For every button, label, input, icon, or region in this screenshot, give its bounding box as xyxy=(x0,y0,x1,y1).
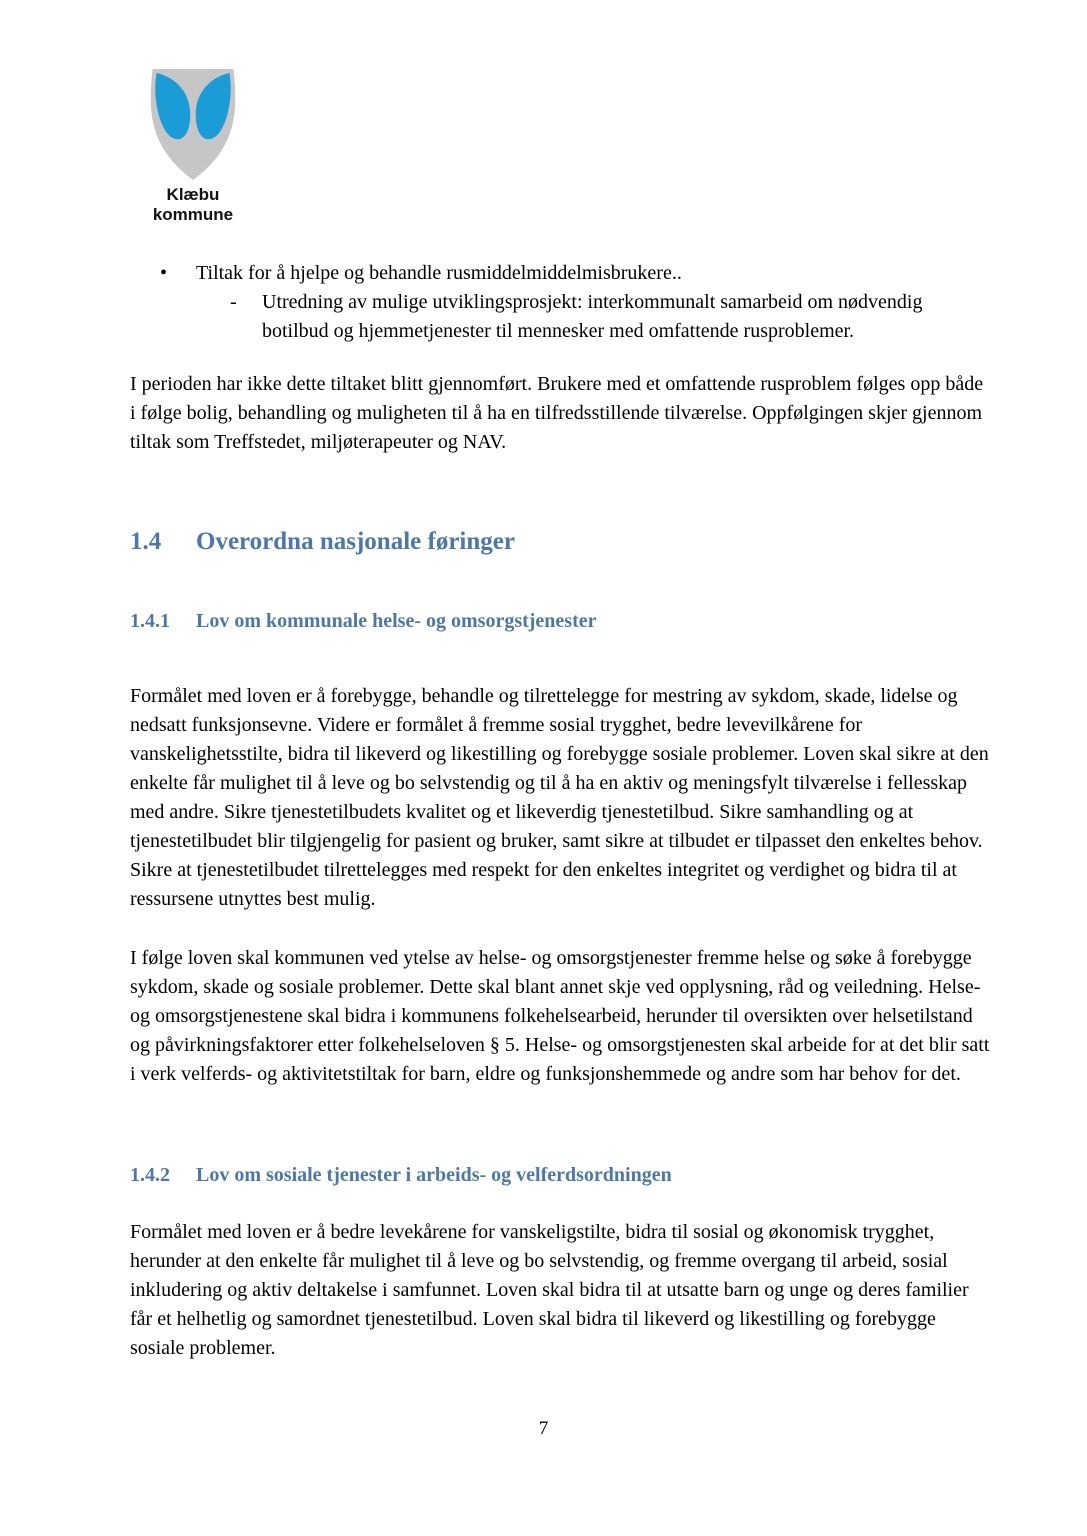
heading-1-4-1 xyxy=(130,609,990,634)
logo-line-2: kommune xyxy=(152,205,234,224)
heading-1-4-1-number: 1.4.1 xyxy=(130,610,170,632)
municipality-logo xyxy=(138,66,248,225)
paragraph-period-status: I perioden har ikke dette tiltaket blitt gjennomført. Brukere med et omfattende rusproblem følges opp både i følge bolig, behandling og muligheten til å ha en tilfredsstillende tilværelse. Oppfølgingen skjer gjennom tiltak som Treffstedet, miljøterapeuter og NAV. xyxy=(130,373,984,453)
heading-1-4-number: 1.4 xyxy=(130,528,162,555)
heading-1-4-2-number: 1.4.2 xyxy=(130,1164,170,1186)
heading-1-4-1-text: Lov om kommunale helse- og omsorgstjenester xyxy=(196,610,597,632)
heading-1-4-2-text: Lov om sosiale tjenester i arbeids- og velferdsordningen xyxy=(196,1164,672,1186)
paragraph-municipal-duties: I følge loven skal kommunen ved ytelse av helse- og omsorgstjenester fremme helse og søke å forebygge sykdom, skade og sosiale problemer. Dette skal blant annet skje ved opplysning, råd og veiledning. Helse- og omsorgstjenestene skal bidra i kommunens folkehelsearbeid, herunder til oversikten over helsetilstand og påvirkningsfaktorer etter folkehelseloven § 5. Helse- og omsorgstjenesten skal arbeide for at det blir satt i verk velferds- og aktivitetstiltak for barn, eldre og funksjonshemmede og andre som har behov for det. xyxy=(130,947,990,1085)
bullet-item-text: Tiltak for å hjelpe og behandle rusmiddelmiddelmisbrukere.. xyxy=(196,262,682,284)
bullet-item xyxy=(130,259,990,288)
sub-bullet-item xyxy=(130,288,990,346)
heading-1-4-2 xyxy=(130,1163,990,1188)
logo-text xyxy=(138,185,248,225)
sub-bullet-item-text: Utredning av mulige utviklingsprosjekt: interkommunalt samarbeid om nødvendig botilbud og hjemmetjenester til mennesker med omfattende rusproblemer. xyxy=(262,291,923,342)
heading-1-4-text: Overordna nasjonale føringer xyxy=(196,528,515,555)
dash-icon: - xyxy=(230,291,237,313)
paragraph-health-act-purpose: Formålet med loven er å forebygge, behandle og tilrettelegge for mestring av sykdom, skade, lidelse og nedsatt funksjonsevne. Videre er formålet å fremme sosial trygghet, bedre levevilkårene for vanskelighetsstilte, bidra til likeverd og likestilling og forebygge sosiale problemer. Loven skal sikre at den enkelte får mulighet til å leve og bo selvstendig og til å ha en aktiv og meningsfylt tilværelse i fellesskap med andre. Sikre tjenestetilbudets kvalitet og et likeverdig tjenestetilbud. Sikre samhandling og at tjenestetilbudet blir tilgjengelig for pasient og bruker, samt sikre at tilbudet er tilpasset den enkeltes behov. Sikre at tjenestetilbudet tilrettelegges med respekt for den enkeltes integritet og verdighet og bidra til at ressursene utnyttes best mulig. xyxy=(130,685,989,910)
paragraph-social-act-purpose: Formålet med loven er å bedre levekårene for vanskeligstilte, bidra til sosial og økonomisk trygghet, herunder at den enkelte får mulighet til å leve og bo selvstendig, og fremme overgang til arbeid, sosial inkludering og aktiv deltakelse i samfunnet. Loven skal bidra til at utsatte barn og unge og deres familier får et helhetlig og samordnet tjenestetilbud. Loven skal bidra til likeverd og likestilling og forebygge sosiale problemer. xyxy=(130,1221,969,1359)
coat-of-arms-icon xyxy=(143,66,243,182)
bullet-icon: • xyxy=(160,262,168,284)
logo-line-1: Klæbu xyxy=(166,185,220,204)
document-content xyxy=(130,0,990,1363)
heading-1-4 xyxy=(130,527,990,557)
page-number: 7 xyxy=(538,1418,549,1439)
